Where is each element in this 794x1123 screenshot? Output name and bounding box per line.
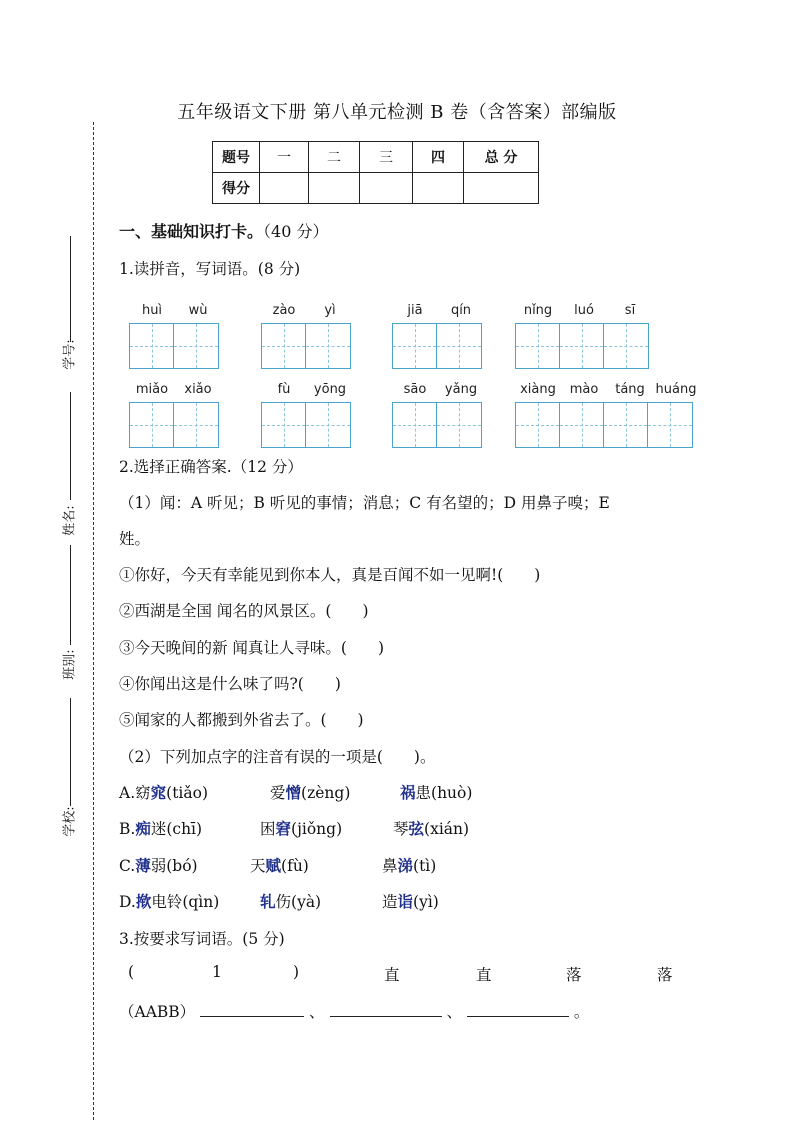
question-1-label: 1.读拼音，写词语。(8 分) — [119, 260, 301, 278]
option-b-word-3: 琴弦(xián) — [393, 819, 470, 838]
option-b-word-2: 困窘(jiǒng) — [260, 819, 343, 838]
option-a-word-3: 祸患(huò) — [400, 783, 473, 802]
score-header-cell: 总 分 — [464, 142, 539, 173]
student-id-blank[interactable] — [70, 236, 71, 342]
question-2-item: ②西湖是全国 闻名的风景区。( ) — [119, 602, 369, 620]
score-input-cell[interactable] — [464, 173, 539, 204]
q3-token: 1 — [212, 963, 222, 981]
pinyin-label: zào — [272, 303, 296, 318]
name-label: 姓名: — [62, 505, 78, 536]
question-2-item: ③今天晚间的新 闻真让人寻味。( ) — [119, 639, 385, 657]
score-table-header-row — [213, 142, 539, 173]
score-table — [212, 141, 539, 204]
score-header-cell: 四 — [413, 142, 464, 173]
section-1-title: 一、基础知识打卡。 — [119, 222, 264, 241]
pinyin-label: sī — [624, 303, 636, 318]
student-id-label: 学号: — [62, 339, 78, 370]
option-d-word-3: 造诣(yì) — [382, 892, 439, 911]
option-c: C.薄弱(bó) — [119, 856, 198, 875]
page-title: 五年级语文下册 第八单元检测 B 卷（含答案）部编版 — [177, 102, 617, 123]
option-d: D.揿电铃(qìn) — [119, 892, 220, 911]
option-d-word-2: 轧伤(yà) — [260, 892, 322, 911]
option-c-word-2: 天赋(fù) — [250, 856, 309, 875]
score-input-cell[interactable] — [360, 173, 413, 204]
score-header-cell: 二 — [309, 142, 360, 173]
writing-grid[interactable] — [392, 402, 482, 448]
question-2-item: ①你好，今天有幸能见到你本人，真是百闻不如一见啊!( ) — [119, 566, 541, 584]
option-a-word-2: 爱憎(zèng) — [270, 783, 351, 802]
q3-answer-line — [119, 1000, 589, 1022]
pinyin-label: sāo — [403, 382, 427, 397]
name-blank[interactable] — [70, 392, 71, 500]
writing-grid[interactable] — [261, 323, 351, 369]
section-1-score: （40 分） — [263, 222, 329, 241]
score-input-cell[interactable] — [413, 173, 464, 204]
pinyin-label: fù — [277, 382, 291, 397]
school-blank[interactable] — [70, 698, 71, 806]
pinyin-label: táng — [615, 382, 645, 397]
q3-token: 直 — [476, 966, 492, 984]
pinyin-label: yōng — [313, 382, 347, 397]
score-row-label: 得分 — [213, 173, 260, 204]
pinyin-label: huì — [141, 303, 163, 318]
section-1-heading — [119, 219, 328, 242]
writing-grid[interactable] — [261, 402, 351, 448]
q3-separator: 、 — [446, 1003, 462, 1021]
q3-token: 落 — [566, 966, 582, 984]
writing-grid[interactable] — [515, 402, 693, 448]
question-2-part-1-line-1: （1）闻：A 听见；B 听见的事情；消息；C 有名望的；D 用鼻子嗅；E — [119, 494, 610, 512]
question-2-item: ④你闻出这是什么味了吗?( ) — [119, 675, 341, 693]
score-input-cell[interactable] — [309, 173, 360, 204]
q3-answer-blank-3[interactable] — [467, 1002, 569, 1017]
question-2-part-2: （2）下列加点字的注音有误的一项是( )。 — [119, 748, 436, 766]
score-input-cell[interactable] — [260, 173, 309, 204]
score-header-cell: 一 — [260, 142, 309, 173]
q3-separator: 、 — [309, 1003, 325, 1021]
pinyin-label: xiǎo — [184, 382, 212, 397]
q3-line2-prefix: （AABB） — [119, 1003, 196, 1021]
q3-answer-blank-1[interactable] — [200, 1002, 304, 1017]
q3-answer-blank-2[interactable] — [330, 1002, 442, 1017]
question-2-item: ⑤闻家的人都搬到外省去了。( ) — [119, 711, 364, 729]
pinyin-label: yǎng — [444, 382, 478, 397]
binding-dashed-line — [93, 122, 94, 1120]
pinyin-label: huáng — [655, 382, 697, 397]
writing-grid[interactable] — [129, 323, 219, 369]
pinyin-label: xiàng — [520, 382, 556, 397]
question-3-label: 3.按要求写词语。(5 分) — [119, 930, 285, 948]
q3-token: ) — [293, 963, 300, 981]
pinyin-label: nǐng — [523, 303, 553, 318]
pinyin-label: jiā — [407, 303, 423, 318]
pinyin-label: yì — [324, 303, 336, 318]
question-2-label: 2.选择正确答案.（12 分） — [119, 458, 303, 476]
pinyin-label: wù — [188, 303, 208, 318]
writing-grid[interactable] — [515, 323, 649, 369]
option-c-word-3: 鼻涕(tì) — [382, 856, 437, 875]
pinyin-label: luó — [574, 303, 594, 318]
score-header-cell: 三 — [360, 142, 413, 173]
class-label: 班别: — [62, 649, 78, 680]
q3-end-punct: 。 — [573, 1003, 590, 1021]
score-header-cell: 题号 — [213, 142, 260, 173]
pinyin-label: mào — [569, 382, 599, 397]
score-table-score-row — [213, 173, 539, 204]
writing-grid[interactable] — [129, 402, 219, 448]
school-label: 学校: — [62, 806, 78, 837]
pinyin-label: qín — [450, 303, 472, 318]
q3-token: 落 — [657, 966, 673, 984]
q3-token: 直 — [384, 966, 400, 984]
q3-token: ( — [128, 963, 135, 981]
option-a: A.窈窕(tiǎo) — [119, 783, 208, 802]
writing-grid[interactable] — [392, 323, 482, 369]
question-2-part-1-line-2: 姓。 — [119, 530, 151, 548]
option-b: B.痴迷(chī) — [119, 819, 203, 838]
pinyin-label: miǎo — [135, 382, 169, 397]
class-blank[interactable] — [70, 545, 71, 645]
